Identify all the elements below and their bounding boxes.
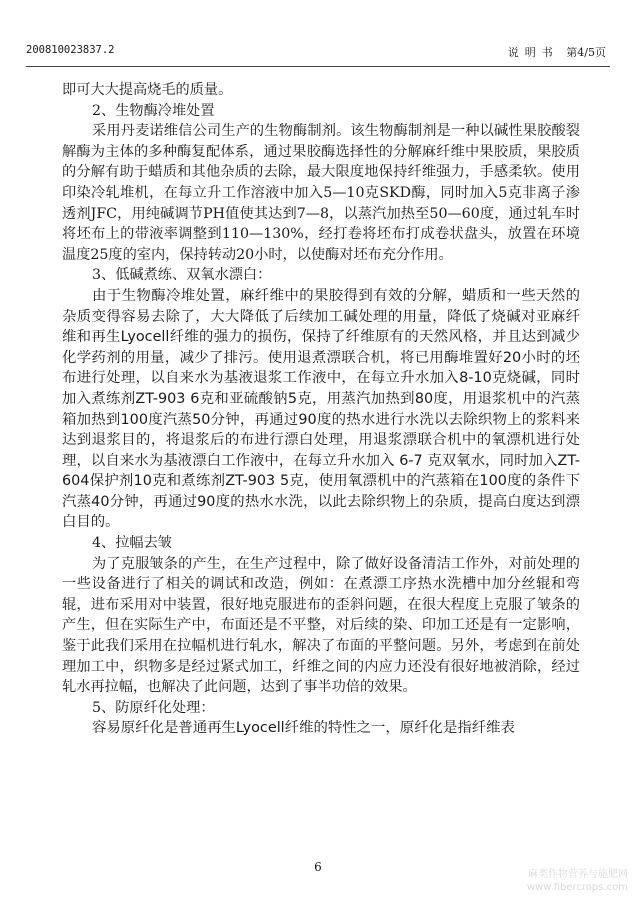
page-header [26, 44, 610, 62]
document-kind: 说明书 [507, 46, 559, 59]
header-right [508, 44, 606, 60]
document-number: 200810023837.2 [26, 44, 115, 56]
section-heading-antifibrillation: 5、防原纤化处理： [92, 699, 215, 716]
page-number: 6 [314, 860, 322, 874]
paragraph-antifibrillation: 容易原纤化是普通再生Lyocell纤维的特性之一，原纤化是指纤维表 [92, 720, 515, 737]
watermark-line2: www.fibercrops.com [526, 882, 628, 893]
paragraph-enzyme: 采用丹麦诺维信公司生产的生物酶制剂。该生物酶制剂是一种以碱性果胶酸裂解酶为主体的多种酶复配体系，通过果胶酶选择性的分解麻纤维中果胶质，果胶质的分解有助于蜡质和其他杂质的去除，最大限度地保持纤维强力，手感柔软。使用印染冷轧堆机，在每立升工作溶液中加入5—10克SKD酶，同时加入5克非离子渗透剂JFC，用纯碱调节PH值使其达到7—8，以蒸汽加热至50—60度，通过轧车时将坯布上的带液率调整到110—130%，经打卷将坯布打成卷状盘头，放置在环境温度25度的室内，保持转动20小时，以使酶对坯布充分作用。 [62, 123, 580, 263]
header-divider [26, 66, 610, 67]
page-label: 第4/5页 [566, 46, 606, 59]
paragraph-scouring: 由于生物酶冷堆处置，麻纤维中的果胶得到有效的分解，蜡质和一些天然的杂质变得容易去除了，大大降低了后续加工碱处理的用量，降低了烧碱对亚麻纤维和再生Lyocell纤维的强力的损伤，保持了纤维原有的天然风格，并且达到减少化学药剂的用量，减少了排污。使用退煮漂联合机，将已用酶堆置好20小时的坯布进行处理，以自来水为基液退浆工作液中，在每立升水加入8-10克烧碱，同时加入煮练剂ZT-903 6克和亚硫酸钠5克，用蒸汽加热到80度，用退浆机中的汽蒸箱加热到100度汽蒸50分钟，再通过90度的热水进行水洗以去除织物上的浆料来达到退浆目的，将退浆后的布进行漂白处理，用退浆漂联合机中的氧漂机进行处理，以自来水为基液漂白工作液中，在每立升水加入 6-7 克双氧水，同时加入ZT-604保护剂10克和煮练剂ZT-903 5克，使用氧漂机中的汽蒸箱在100度的条件下汽蒸40分钟，再通过90度的热水水洗，以此去除织物上的杂质，提高白度达到漂白目的。 [62, 287, 580, 531]
document-body [62, 80, 580, 739]
watermark [527, 868, 628, 894]
watermark-line1: 麻类作物营养与施肥网 [528, 869, 628, 880]
section-heading-enzyme: 2、生物酶冷堆处置 [92, 102, 215, 119]
section-heading-scouring: 3、低碱煮练、双氧水漂白： [92, 267, 272, 284]
section-heading-stentering: 4、拉幅去皱 [92, 535, 172, 552]
paragraph-continuation: 即可大大提高烧毛的质量。 [62, 82, 233, 98]
paragraph-stentering: 为了克服皱条的产生，在生产过程中，除了做好设备清洁工作外，对前处理的一些设备进行了相关的调试和改造，例如：在煮漂工序热水洗槽中加分丝辊和弯辊，进布采用对中装置，很好地克服进布的歪斜问题，在很大程度上克服了皱条的产生，但在实际生产中，布面还是不平整，对后续的染、印加工还是有一定影响，鉴于此我们采用在拉幅机进行轧水，解决了布面的平整问题。另外，考虑到在前处理加工中，织物多是经过紧式加工，纤维之间的内应力还没有很好地被消除，经过轧水再拉幅，也解决了此问题，达到了事半功倍的效果。 [62, 555, 580, 696]
